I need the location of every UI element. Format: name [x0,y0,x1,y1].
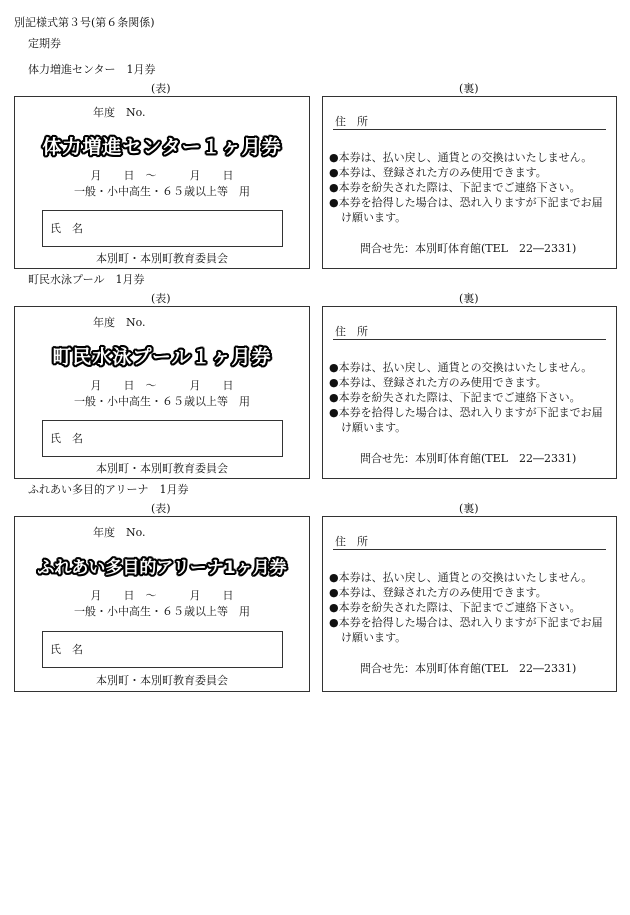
section-title: ふれあい多目的アリーナ 1月券 [28,483,189,496]
back-label: (裏) [459,292,479,305]
note-item: ● 本券を拾得した場合は、恐れ入りますが下記までお届け願います。 [329,615,612,645]
issuer-text: 本別町・本別町教育委員会 [96,462,228,475]
note-item: ● 本券は、登録された方のみ使用できます。 [329,585,612,600]
note-item: ● 本券を拾得した場合は、恐れ入りますが下記までお届け願います。 [329,195,612,225]
address-label: 住 所 [335,535,368,548]
ticket-title: 町民水泳プール１ヶ月券 [52,346,272,368]
ticket-back [322,96,617,269]
front-label: (表) [151,292,171,305]
ticket-front [14,516,310,692]
note-item: ● 本券は、払い戻し、通貨との交換はいたしません。 [329,570,612,585]
address-field[interactable] [333,115,606,130]
contact-text: 問合せ先：本別町体育館(TEL 22―2331) [360,242,577,255]
form-title: 定期券 [28,37,61,50]
note-item: ● 本券を紛失された際は、下記までご連絡下さい。 [329,180,612,195]
name-label: 氏 名 [50,432,83,445]
address-label: 住 所 [335,115,368,128]
note-item: ● 本券は、登録された方のみ使用できます。 [329,165,612,180]
fiscal-year-number: 年度 No. [93,316,146,329]
validity-dates: 月 日 ～ 月 日 [90,589,234,602]
eligibility-text: 一般・小中高生・６５歳以上等 用 [74,395,250,408]
section-title: 町民水泳プール 1月券 [28,273,145,286]
notes-list [329,150,612,225]
address-label: 住 所 [335,325,368,338]
fiscal-year-number: 年度 No. [93,526,146,539]
section-title: 体力増進センター 1月券 [28,63,156,76]
note-item: ● 本券を紛失された際は、下記までご連絡下さい。 [329,390,612,405]
note-item: ● 本券は、登録された方のみ使用できます。 [329,375,612,390]
name-field[interactable] [42,210,283,247]
contact-text: 問合せ先：本別町体育館(TEL 22―2331) [360,452,577,465]
name-field[interactable] [42,631,283,668]
ticket-front [14,96,310,269]
validity-dates: 月 日 ～ 月 日 [90,379,234,392]
validity-dates: 月 日 ～ 月 日 [90,169,234,182]
note-item: ● 本券は、払い戻し、通貨との交換はいたしません。 [329,360,612,375]
front-label: (表) [151,502,171,515]
ticket-front [14,306,310,479]
note-item: ● 本券は、払い戻し、通貨との交換はいたしません。 [329,150,612,165]
back-label: (裏) [459,502,479,515]
notes-list [329,360,612,435]
front-label: (表) [151,82,171,95]
fiscal-year-number: 年度 No. [93,106,146,119]
ticket-title: ふれあい多目的アリーナ1ヶ月券 [37,558,287,578]
address-field[interactable] [333,325,606,340]
eligibility-text: 一般・小中高生・６５歳以上等 用 [74,605,250,618]
address-field[interactable] [333,535,606,550]
contact-text: 問合せ先：本別町体育館(TEL 22―2331) [360,662,577,675]
name-label: 氏 名 [50,643,83,656]
form-number: 別記様式第３号(第６条関係) [14,16,155,29]
ticket-back [322,306,617,479]
issuer-text: 本別町・本別町教育委員会 [96,674,228,687]
note-item: ● 本券を紛失された際は、下記までご連絡下さい。 [329,600,612,615]
eligibility-text: 一般・小中高生・６５歳以上等 用 [74,185,250,198]
notes-list [329,570,612,645]
name-field[interactable] [42,420,283,457]
note-item: ● 本券を拾得した場合は、恐れ入りますが下記までお届け願います。 [329,405,612,435]
ticket-back [322,516,617,692]
issuer-text: 本別町・本別町教育委員会 [96,252,228,265]
back-label: (裏) [459,82,479,95]
name-label: 氏 名 [50,222,83,235]
ticket-title: 体力増進センター１ヶ月券 [42,136,282,158]
